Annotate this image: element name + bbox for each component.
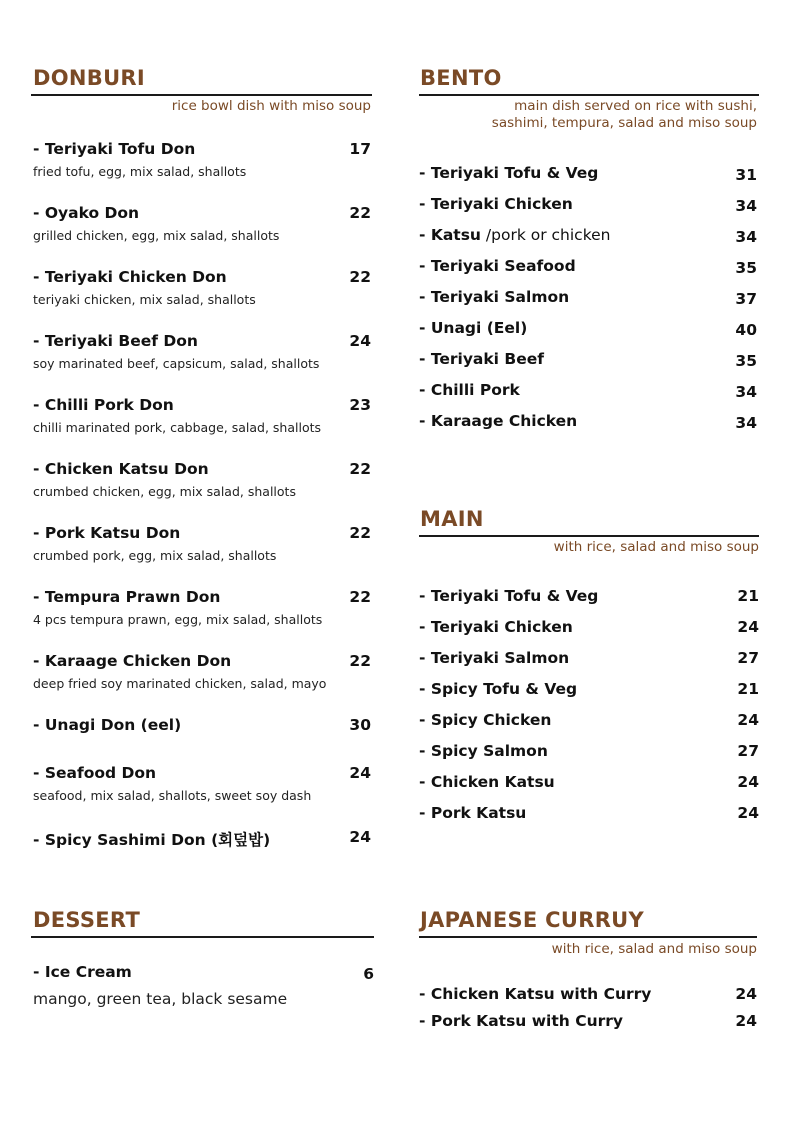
donburi-item-desc: deep fried soy marinated chicken, salad, mayo <box>33 676 327 691</box>
bento-item-price: 34 <box>735 383 757 401</box>
bento-item-name <box>419 226 610 244</box>
donburi-item-name: - Unagi Don (eel) <box>33 716 182 734</box>
donburi-item-desc: seafood, mix salad, shallots, sweet soy dash <box>33 788 312 803</box>
donburi-item-price: 24 <box>349 828 371 846</box>
donburi-rule <box>31 94 372 96</box>
bento-item-price: 40 <box>735 321 757 339</box>
donburi-item-name: - Chilli Pork Don <box>33 396 174 414</box>
bento-item-name: - Teriyaki Beef <box>419 350 544 368</box>
bento-item-price: 35 <box>735 352 757 370</box>
bento-item-price: 34 <box>735 228 757 246</box>
main-item-price: 21 <box>737 680 759 698</box>
curry-rule <box>419 936 757 938</box>
donburi-title: DONBURI <box>33 66 146 90</box>
dessert-rule <box>31 936 374 938</box>
donburi-item-name: - Spicy Sashimi Don (회덮밥) <box>33 831 271 849</box>
donburi-item-price: 22 <box>349 460 371 478</box>
bento-item-name: - Karaage Chicken <box>419 412 578 430</box>
main-item-price: 24 <box>737 804 759 822</box>
main-item-price: 27 <box>737 742 759 760</box>
donburi-subtitle: rice bowl dish with miso soup <box>171 98 371 114</box>
curry-title: JAPANESE CURRUY <box>420 908 645 932</box>
donburi-item-name: - Tempura Prawn Don <box>33 588 221 606</box>
donburi-item-name: - Teriyaki Chicken Don <box>33 268 227 286</box>
curry-item-name: - Chicken Katsu with Curry <box>419 985 652 1003</box>
donburi-item-desc: teriyaki chicken, mix salad, shallots <box>33 292 256 307</box>
bento-item-price: 34 <box>735 414 757 432</box>
donburi-item-name: - Teriyaki Beef Don <box>33 332 198 350</box>
main-subtitle: with rice, salad and miso soup <box>553 539 759 555</box>
donburi-item-name: - Seafood Don <box>33 764 157 782</box>
curry-subtitle: with rice, salad and miso soup <box>551 941 757 957</box>
main-item-price: 21 <box>737 587 759 605</box>
bento-item-price: 37 <box>735 290 757 308</box>
bento-item-name: - Unagi (Eel) <box>419 319 528 337</box>
bento-item-price: 35 <box>735 259 757 277</box>
bento-rule <box>419 94 759 96</box>
dessert-item-name: - Ice Cream <box>33 963 132 981</box>
bento-item-name: - Teriyaki Seafood <box>419 257 576 275</box>
donburi-item-price: 22 <box>349 588 371 606</box>
donburi-item-price: 22 <box>349 652 371 670</box>
bento-subtitle-line2: sashimi, tempura, salad and miso soup <box>491 115 757 131</box>
main-item-price: 24 <box>737 711 759 729</box>
bento-item-name-main: - Katsu <box>419 226 481 244</box>
donburi-item-price: 23 <box>349 396 371 414</box>
donburi-item-price: 24 <box>349 332 371 350</box>
curry-item-price: 24 <box>735 1012 757 1030</box>
donburi-item-name: - Pork Katsu Don <box>33 524 181 542</box>
main-item-name: - Teriyaki Salmon <box>419 649 570 667</box>
dessert-title: DESSERT <box>33 908 141 932</box>
main-item-name: - Pork Katsu <box>419 804 527 822</box>
bento-item-name: - Teriyaki Chicken <box>419 195 573 213</box>
donburi-item-price: 24 <box>349 764 371 782</box>
main-item-price: 27 <box>737 649 759 667</box>
bento-item-name-suffix: /pork or chicken <box>480 226 611 244</box>
donburi-item-desc: fried tofu, egg, mix salad, shallots <box>33 164 247 179</box>
bento-title: BENTO <box>420 66 502 90</box>
main-item-price: 24 <box>737 773 759 791</box>
main-item-name: - Spicy Tofu & Veg <box>419 680 578 698</box>
bento-item-name: - Teriyaki Tofu & Veg <box>419 164 599 182</box>
main-item-price: 24 <box>737 618 759 636</box>
donburi-item-desc: grilled chicken, egg, mix salad, shallots <box>33 228 280 243</box>
main-item-name: - Spicy Salmon <box>419 742 548 760</box>
donburi-item-price: 22 <box>349 204 371 222</box>
curry-item-price: 24 <box>735 985 757 1003</box>
main-rule <box>419 535 759 537</box>
donburi-item-name: - Karaage Chicken Don <box>33 652 232 670</box>
main-item-name: - Teriyaki Tofu & Veg <box>419 587 599 605</box>
bento-item-price: 34 <box>735 197 757 215</box>
donburi-item-desc: 4 pcs tempura prawn, egg, mix salad, shallots <box>33 612 323 627</box>
donburi-item-price: 17 <box>349 140 371 158</box>
donburi-item-price: 22 <box>349 268 371 286</box>
donburi-item-desc: crumbed chicken, egg, mix salad, shallots <box>33 484 296 499</box>
dessert-item-desc: mango, green tea, black sesame <box>33 990 288 1008</box>
main-item-name: - Chicken Katsu <box>419 773 555 791</box>
main-item-name: - Teriyaki Chicken <box>419 618 573 636</box>
bento-subtitle-line1: main dish served on rice with sushi, <box>514 98 757 114</box>
main-item-name: - Spicy Chicken <box>419 711 552 729</box>
donburi-item-desc: chilli marinated pork, cabbage, salad, shallots <box>33 420 322 435</box>
bento-item-name: - Teriyaki Salmon <box>419 288 570 306</box>
donburi-item-desc: crumbed pork, egg, mix salad, shallots <box>33 548 277 563</box>
donburi-item-name: - Teriyaki Tofu Don <box>33 140 196 158</box>
main-title: MAIN <box>420 507 484 531</box>
curry-item-name: - Pork Katsu with Curry <box>419 1012 623 1030</box>
donburi-item-price: 22 <box>349 524 371 542</box>
donburi-item-price: 30 <box>349 716 371 734</box>
dessert-item-price: 6 <box>363 965 374 983</box>
bento-item-price: 31 <box>735 166 757 184</box>
donburi-item-name: - Chicken Katsu Don <box>33 460 209 478</box>
bento-item-name: - Chilli Pork <box>419 381 520 399</box>
donburi-item-desc: soy marinated beef, capsicum, salad, shallots <box>33 356 320 371</box>
donburi-item-name: - Oyako Don <box>33 204 140 222</box>
